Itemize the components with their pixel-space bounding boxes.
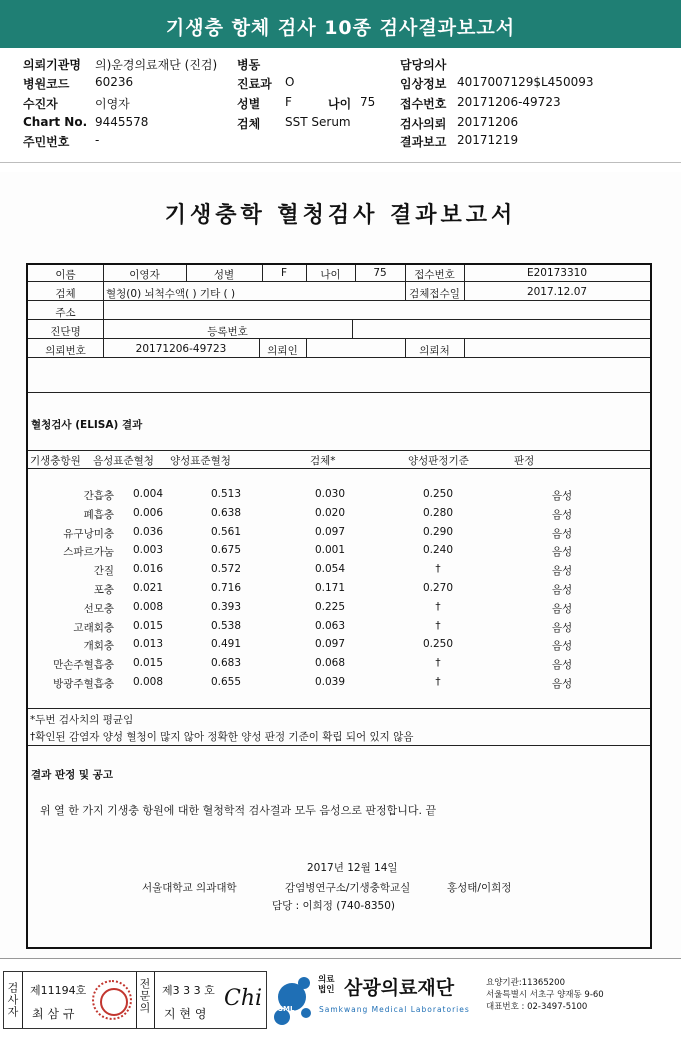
specialist-name: 지 현 영	[164, 1007, 207, 1021]
cell-pos: 0.655	[210, 676, 242, 688]
header-field: 담당의사	[400, 58, 447, 72]
grid-line	[28, 319, 650, 320]
cell-result: 음성	[551, 490, 573, 502]
header-field: 임상정보 4017007129$L450093	[400, 75, 594, 91]
header-field: 병원코드 60236	[23, 75, 134, 91]
address-label: 주소	[55, 307, 76, 319]
staff-names: 홍성태/이희정	[447, 882, 512, 894]
footer	[0, 965, 681, 1038]
cell-pos: 0.716	[210, 582, 242, 594]
request-no-label: 의뢰번호	[45, 345, 86, 357]
cell-pos: 0.491	[210, 638, 242, 651]
cell-neg: 0.008	[132, 676, 164, 688]
cell-sample: 0.020	[314, 506, 346, 519]
document-title: 기생충학 혈청검사 결과보고서	[164, 202, 517, 228]
cell-antigen: 간질	[93, 565, 114, 578]
specialist-signature: Chi	[224, 986, 263, 1011]
col-sample: 검체*	[310, 455, 336, 467]
col-antigen: 기생충항원	[30, 455, 81, 467]
foundation-prefix: 의료 법인	[318, 975, 335, 995]
note-cutoff: †확인된 감염자 양성 혈청이 많지 않아 정확한 양성 판정 기준이 확립 되어 있지 않음	[30, 731, 414, 743]
table-row	[28, 563, 648, 581]
foundation-name: 삼광의료재단	[344, 977, 455, 999]
sml-badge: SML	[278, 1005, 295, 1013]
result-table-header	[28, 453, 648, 471]
cell-pos: 0.638	[210, 506, 242, 519]
header-field: Chart No. 9445578	[23, 115, 149, 129]
header-field: 주민번호 -	[23, 133, 100, 149]
cell-antigen: 개회충	[83, 640, 114, 653]
cell-cutoff: †	[435, 676, 441, 688]
cell-sample: 0.097	[314, 638, 346, 651]
note-average: *두번 검사치의 평균임	[30, 714, 134, 726]
cell-pos: 0.538	[210, 619, 242, 632]
cell-sample: 0.039	[314, 676, 346, 688]
cell-sample: 0.225	[314, 600, 346, 613]
header-field: 진료과 O	[237, 75, 295, 91]
cell-result: 음성	[551, 678, 573, 690]
cell-neg: 0.015	[132, 619, 164, 632]
header-field: 결과보고 20171219	[400, 133, 519, 149]
cell-sample: 0.001	[314, 544, 346, 557]
header-field: 검체 SST Serum	[237, 115, 351, 131]
cell-cutoff: †	[435, 600, 441, 613]
cell-neg: 0.016	[132, 563, 164, 576]
registration-label: 등록번호	[207, 326, 248, 338]
cell-cutoff: †	[435, 619, 441, 632]
cell-antigen: 선모충	[83, 602, 114, 615]
report-title-bar	[0, 0, 681, 48]
cell-result: 음성	[551, 640, 573, 653]
lab-name: 감염병연구소/기생충학교실	[285, 882, 411, 894]
specimen-date-value: 2017.12.07	[526, 286, 588, 298]
cell-pos: 0.561	[210, 525, 242, 538]
cell-result: 음성	[551, 527, 573, 540]
conclusion-text: 위 열 한 가지 기생충 항원에 대한 혈청학적 검사결과 모두 음성으로 판정합니다. 끝	[40, 804, 437, 817]
cell-cutoff: 0.290	[422, 525, 454, 538]
foundation-contact: 요양기관:11365200 서울특별시 서초구 양재동 9-60 대표번호 : 02-3497-5100	[486, 978, 604, 1012]
footer-divider	[0, 958, 681, 959]
cell-sample: 0.030	[314, 488, 346, 500]
cell-antigen: 유구낭미충	[63, 527, 114, 540]
institution: 서울대학교 의과대학	[142, 882, 237, 894]
table-row	[28, 601, 648, 619]
cell-result: 음성	[551, 659, 573, 672]
cell-sample: 0.097	[314, 525, 346, 538]
cell-antigen: 포충	[93, 584, 114, 596]
table-row	[28, 526, 648, 544]
cell-cutoff: 0.250	[422, 638, 454, 651]
inspector-license: 제11194호	[30, 984, 87, 997]
grid-line	[28, 745, 650, 746]
sml-logo-icon	[270, 973, 316, 1029]
age-value: 75	[373, 267, 387, 279]
cell-cutoff: 0.240	[422, 544, 454, 557]
cell-neg: 0.008	[132, 600, 164, 613]
cell-cutoff: 0.250	[422, 488, 454, 500]
cell-cutoff: †	[435, 657, 441, 670]
grid-line	[28, 392, 650, 393]
col-result: 판정	[514, 455, 535, 467]
cell-pos: 0.683	[210, 657, 242, 670]
grid-line	[28, 357, 650, 358]
table-row	[28, 657, 648, 675]
header-field: 성별 F	[237, 95, 292, 111]
cell-neg: 0.036	[132, 525, 164, 538]
report-date: 2017년 12월 14일	[307, 862, 398, 874]
cell-antigen: 방광주혈흡충	[53, 678, 114, 690]
table-row	[28, 638, 648, 656]
cell-result: 음성	[551, 565, 573, 578]
specialist-vertical-label: 전문의	[138, 978, 151, 1014]
cell-neg: 0.004	[132, 488, 164, 500]
table-row	[28, 676, 648, 694]
cell-cutoff: †	[435, 563, 441, 576]
foundation-english-name: Samkwang Medical Laboratories	[319, 1005, 470, 1014]
receipt-label: 접수번호	[414, 269, 455, 281]
inspector-vertical-label: 검사자	[6, 982, 19, 1018]
header-field: 접수번호 20171206-49723	[400, 95, 561, 111]
header-field: 검사의뢰 20171206	[400, 115, 519, 131]
cell-neg: 0.006	[132, 506, 164, 519]
specimen-date-label: 검체접수일	[409, 288, 460, 300]
cell-neg: 0.015	[132, 657, 164, 670]
requester-org-label: 의뢰처	[419, 345, 450, 357]
cell-antigen: 만손주혈흡충	[53, 659, 114, 672]
cell-neg: 0.021	[132, 582, 164, 594]
sex-label: 성별	[213, 269, 235, 281]
header-divider	[0, 162, 681, 163]
section-title: 혈청검사 (ELISA) 결과	[31, 419, 143, 431]
contact: 담당 : 이희정 (740-8350)	[272, 900, 396, 912]
table-row	[28, 507, 648, 525]
grid-line	[28, 450, 650, 451]
header-field: 병동	[237, 58, 261, 72]
header-field: 수진자 이영자	[23, 97, 130, 111]
cell-antigen: 스파르가눔	[63, 546, 114, 559]
name-label: 이름	[55, 269, 76, 281]
grid-line	[464, 338, 465, 357]
request-no-value: 20171206-49723	[135, 343, 227, 355]
cell-pos: 0.513	[210, 488, 242, 500]
specimen-value: 혈청(0) 뇌척수액( ) 기타 ( )	[106, 288, 236, 300]
cell-result: 음성	[551, 584, 573, 596]
inspector-seal	[92, 980, 132, 1020]
report-title: 기생충 항체 검사 10종 검사결과보고서	[165, 17, 516, 39]
sex-value: F	[280, 267, 288, 279]
cell-result: 음성	[551, 508, 573, 521]
table-row	[28, 620, 648, 638]
table-row	[28, 488, 648, 506]
grid-line	[352, 319, 353, 338]
cell-cutoff: 0.280	[422, 506, 454, 519]
signature-box	[3, 971, 267, 1029]
cell-antigen: 고래회충	[73, 621, 114, 634]
cell-result: 음성	[551, 621, 573, 634]
cell-sample: 0.054	[314, 563, 346, 576]
patient-name: 이영자	[129, 269, 160, 281]
col-cutoff: 양성판정기준	[408, 455, 469, 467]
cell-sample: 0.171	[314, 582, 346, 594]
cell-antigen: 간흡충	[83, 490, 114, 502]
specialist-license: 제3 3 3 호	[162, 984, 215, 997]
cell-neg: 0.013	[132, 638, 164, 651]
col-negative-control: 음성표준혈청	[93, 455, 154, 467]
cell-pos: 0.572	[210, 563, 242, 576]
cell-neg: 0.003	[132, 544, 164, 557]
cell-sample: 0.068	[314, 657, 346, 670]
receipt-value: E20173310	[526, 267, 588, 279]
specimen-label: 검체	[55, 288, 76, 300]
grid-line	[306, 338, 307, 357]
requester-label: 의뢰인	[267, 345, 298, 357]
cell-pos: 0.675	[210, 544, 242, 557]
cell-result: 음성	[551, 546, 573, 559]
cell-pos: 0.393	[210, 600, 242, 613]
cell-sample: 0.063	[314, 619, 346, 632]
header-field: 의뢰기관명 의)운경의료재단 (진검)	[23, 58, 218, 72]
diagnosis-label: 진단명	[50, 326, 81, 338]
grid-line	[28, 708, 650, 709]
header-field-age: 나이 75	[328, 95, 376, 111]
cell-cutoff: 0.270	[422, 582, 454, 594]
cell-antigen: 폐흡충	[83, 508, 114, 521]
table-row	[28, 582, 648, 600]
col-positive-control: 양성표준혈청	[170, 455, 231, 467]
conclusion-title: 결과 판정 및 공고	[31, 769, 113, 781]
inspector-name: 최 삼 규	[32, 1007, 75, 1021]
cell-result: 음성	[551, 602, 573, 615]
table-row	[28, 544, 648, 562]
age-label: 나이	[320, 269, 341, 281]
